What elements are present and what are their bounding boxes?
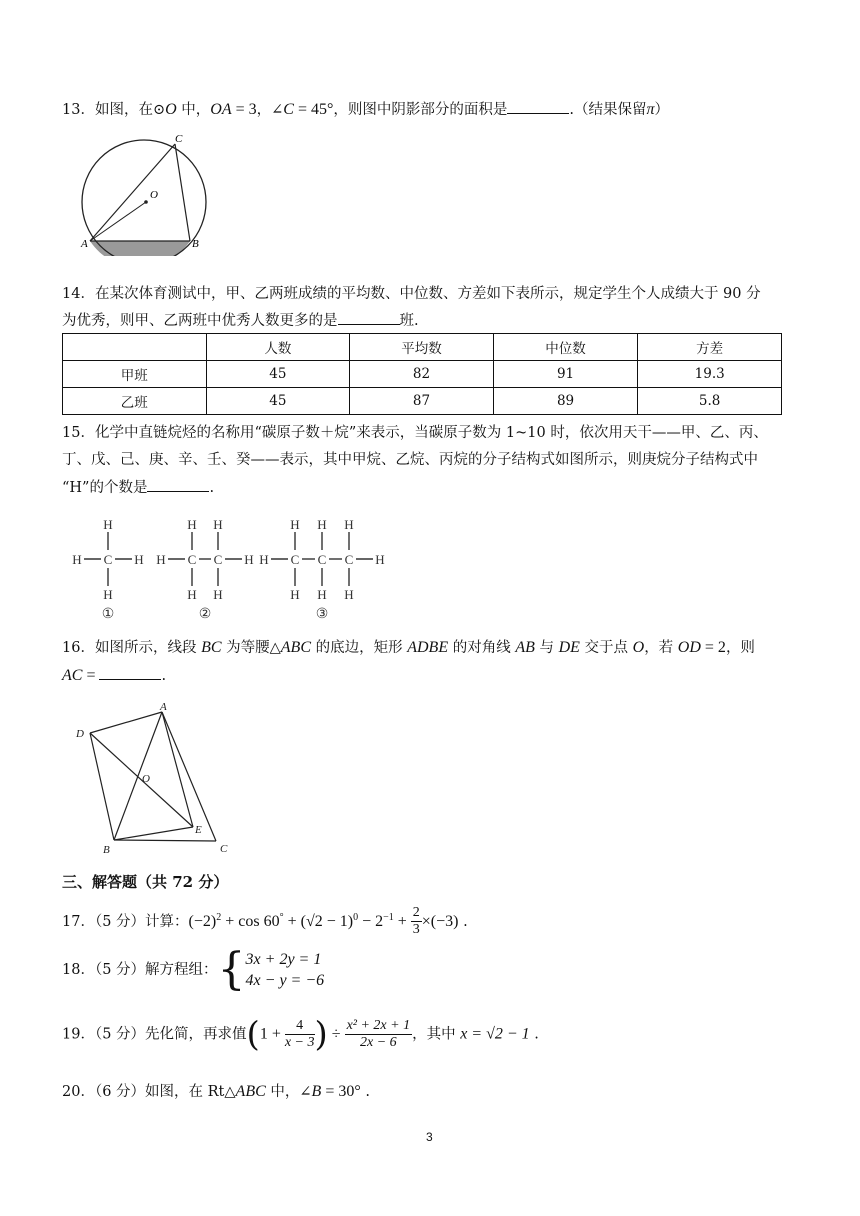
svg-text:H: H <box>344 587 354 602</box>
equation-system: 3x + 2y = 1 4x − y = −6 <box>245 951 325 989</box>
svg-text:H: H <box>317 587 327 602</box>
svg-text:E: E <box>195 824 202 836</box>
table-cell: 5.8 <box>638 388 782 415</box>
q14-line2: 为优秀，则甲、乙两班中优秀人数更多的是 班. <box>62 310 419 331</box>
table-header-cell: 平均数 <box>350 334 494 361</box>
answer-blank <box>99 665 161 680</box>
shaded-segment <box>90 241 190 256</box>
svg-text:C: C <box>103 552 113 567</box>
svg-text:H: H <box>213 587 223 602</box>
svg-text:H: H <box>290 517 300 532</box>
svg-text:O: O <box>150 189 158 201</box>
svg-text:A: A <box>81 238 88 250</box>
q16-rectangle-figure <box>70 700 240 856</box>
table-cell: 45 <box>206 388 350 415</box>
svg-text:H: H <box>344 517 354 532</box>
circle-o <box>82 140 206 256</box>
svg-text:H: H <box>156 552 166 567</box>
page-number: 3 <box>426 1130 433 1144</box>
svg-text:H: H <box>103 587 113 602</box>
q14-stats-table <box>62 333 782 415</box>
svg-text:H: H <box>72 552 82 567</box>
q13-text: 13．如图，在⊙O 中，OA = 3，∠C = 45°，则图中阴影部分的面积是 .（结果保留π） <box>62 101 670 118</box>
svg-text:O: O <box>142 773 150 785</box>
table-row <box>63 361 782 388</box>
table-cell: 87 <box>350 388 494 415</box>
svg-text:C: C <box>344 552 354 567</box>
q14-line1: 14．在某次体育测试中，甲、乙两班成绩的平均数、中位数、方差如下表所示，规定学生个人成绩大于 90 分 <box>62 286 761 302</box>
answer-blank <box>507 99 569 114</box>
svg-text:C: C <box>187 552 197 567</box>
table-cell: 89 <box>493 388 638 415</box>
svg-text:B: B <box>192 238 199 250</box>
table-row <box>63 388 782 415</box>
q13-circle-figure <box>78 132 210 256</box>
table-header-cell <box>63 334 207 361</box>
fraction: $\frac{2}{3}$ <box>412 905 420 938</box>
svg-text:H: H <box>213 517 223 532</box>
svg-text:H: H <box>134 552 144 567</box>
svg-text:C: C <box>317 552 327 567</box>
svg-text:H: H <box>259 552 269 567</box>
table-cell: 45 <box>206 361 350 388</box>
table-cell: 19.3 <box>638 361 782 388</box>
table-header-cell: 中位数 <box>493 334 638 361</box>
q20-text: 20．（6 分）如图，在 Rt△ABC 中，∠B = 30° . <box>62 1083 370 1100</box>
fraction: $\frac{\text{x² + 2x + 1}}{2x - 6}$ <box>346 1018 411 1050</box>
svg-text:B: B <box>103 844 110 856</box>
answer-blank <box>338 310 400 325</box>
svg-text:H: H <box>375 552 385 567</box>
svg-text:H: H <box>290 587 300 602</box>
answer-blank <box>147 477 209 492</box>
brace: { <box>217 944 246 995</box>
table-header-cell: 人数 <box>206 334 350 361</box>
q18-text: 18．（5 分）解方程组：{ 3x + 2y = 1 4x − y = −6 <box>62 944 325 995</box>
svg-text:②: ② <box>198 607 212 622</box>
table-cell: 82 <box>350 361 494 388</box>
fraction: $\frac{4}{x - 3}$ <box>284 1018 315 1050</box>
svg-text:C: C <box>213 552 223 567</box>
svg-text:A: A <box>160 701 167 713</box>
svg-text:C: C <box>175 133 183 145</box>
table-cell: 91 <box>493 361 638 388</box>
svg-text:H: H <box>103 517 113 532</box>
svg-text:C: C <box>290 552 300 567</box>
table-header-row <box>63 334 782 361</box>
svg-text:①: ① <box>101 607 115 622</box>
q15-line3: “H”的个数是 . <box>62 477 214 498</box>
q19-text: 19．（5 分）先化简，再求值(1 + $\frac{4}{x - 3}$ ) ÷ $\frac{\text{x² + 2x + 1}}{2x - 6}$ ，其中 x = √2 − 1 . <box>62 1014 539 1055</box>
q17-text: 17．（5 分）计算：$(-2)^2 + \cos 60^\circ + (√2 - 1)^0 - 2^{-1}$ + $\frac{2}{3}$ ×(−3) . <box>62 905 468 938</box>
q15-molecule-figure <box>70 512 390 624</box>
section-3-heading: 三、解答题（共 72 分） <box>62 873 229 891</box>
svg-text:D: D <box>76 728 84 740</box>
svg-text:③: ③ <box>315 607 329 622</box>
table-cell: 乙班 <box>63 388 207 415</box>
q15-line2: 丁、戊、己、庚、辛、壬、癸——表示，其中甲烷、乙烷、丙烷的分子结构式如图所示，则庚烷分子结构式中 <box>62 452 758 468</box>
svg-text:H: H <box>187 587 197 602</box>
svg-text:C: C <box>220 843 228 855</box>
svg-text:H: H <box>317 517 327 532</box>
svg-text:H: H <box>244 552 254 567</box>
table-header-cell: 方差 <box>638 334 782 361</box>
q16-line1: 16．如图所示，线段 BC 为等腰△ABC 的底边，矩形 ADBE 的对角线 AB 与 DE 交于点 O，若 OD = 2，则 <box>62 639 755 656</box>
q16-line2: AC = . <box>62 667 167 684</box>
svg-text:H: H <box>187 517 197 532</box>
q15-line1: 15．化学中直链烷烃的名称用“碳原子数＋烷”来表示，当碳原子数为 1~10 时，依次用天干——甲、乙、丙、 <box>62 425 768 441</box>
table-cell: 甲班 <box>63 361 207 388</box>
